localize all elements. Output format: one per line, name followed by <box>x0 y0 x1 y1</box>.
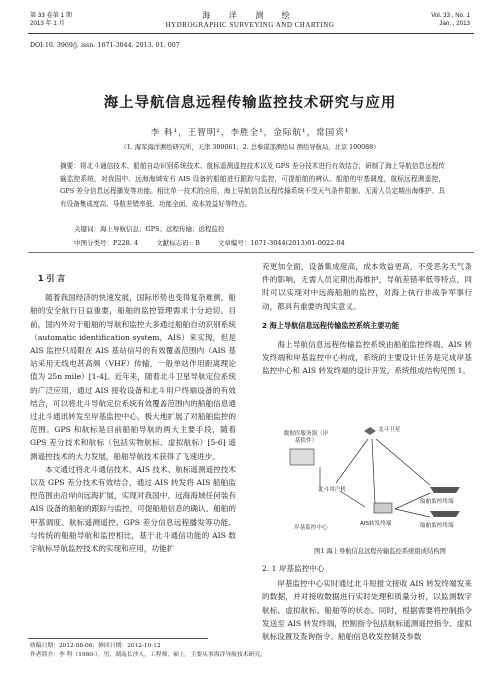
date-cn: 2013 年 1 月 <box>30 20 65 27</box>
ship-terminal-label-2: 船舶监控终端 <box>420 523 454 529</box>
server-icon <box>290 449 314 465</box>
article-number: 文章编号：1671-3044(2013)01-0022-04 <box>217 239 345 247</box>
section-2-1-paragraph: 岸基监控中心实时通过北斗短报文接收 AIS 转发终端发来的数据，并对接收数据进行实时处理和质量分析，以监测数字航标，虚拟航标、船舶等的状态。同时，根据需要将控制指令发送至 AIS 转发终端，控制指令包括航标遥测遥控指令、虚拟航标设置及查询指令、船舶信息收发控制及参数 <box>262 579 472 642</box>
satellite-icon <box>364 427 376 435</box>
section-1-heading: 1 引 言 <box>38 274 66 283</box>
abstract-rule <box>28 252 474 253</box>
paper-title: 海上导航信息远程传输监控技术研究与应用 <box>103 95 397 111</box>
figure-1-diagram <box>280 425 480 545</box>
satellite-label: 北斗卫星 <box>378 427 401 433</box>
header-rule <box>28 33 474 34</box>
ship-icon-2 <box>430 511 460 517</box>
section-2-1-heading: 2. 1 岸基监控中心 <box>262 564 325 573</box>
classification-line <box>74 238 434 247</box>
section-2-1 <box>262 562 472 643</box>
received-date: 收稿日期：2012-08-06；修回日期：2012-10-12 <box>30 643 161 649</box>
affiliation: （1. 海军海洋测绘研究所，天津 300061；2. 总参谋部测绘局 测绘导航局，北京 100088） <box>120 144 380 151</box>
section-2-heading: 2 海上导航信息远程传输监控系统主要功能 <box>262 320 399 330</box>
ship-terminal-label: 船舶监控终端 <box>420 499 454 505</box>
journal-cn: 海 洋 测 绘 <box>202 11 298 20</box>
right-column-continuation: 充更加全面，设备集成度高，成本效益更高，不受恶劣天气条件的影响，无需人员定期出海维护，导航差错率低等特点，同时可以实现对中远海船舶的监控，对海上执行非战争军事行动，都具有重要的现实意义。 <box>262 262 472 311</box>
doi: DOI:10. 3969/j. issn. 1671-3044. 2013. 01. 007 <box>30 42 180 49</box>
ais-forward-label: AIS转发终端 <box>360 521 392 527</box>
header-right <box>431 12 470 28</box>
figure-1-caption: 图1 海上导航信息远程传输监控系统组成结构图 <box>314 548 446 555</box>
date-en: Jan. , 2013 <box>439 20 470 27</box>
user-terminal-label: 北斗用户机 <box>318 487 346 493</box>
abstract: 摘要：将北斗通信技术、船舶自动识别系统技术、航标遥测遥控技术以及 GPS 差分技术进行有效结合，研制了海上导航信息远程传输监控系统，对我国中、远海海域安有 AIS 设备的船舶进行跟踪与监控，可提船舶的辨认、船舶的甲基调度，航标远程测遥控，GPS 差分信息远程播发等功能。相比单一技术的应用，海上导航信息远程传输系统不受天气条件限制、无需人员定期出海维护、具有设备集成度高、导航差错率低、功能全面、成本效益好等特点。 <box>60 162 445 208</box>
volume-en: Vol. 33 , No. 1 <box>431 12 470 19</box>
clc-number: 中图分类号：P228. 4 <box>74 239 139 247</box>
ship-icon <box>430 487 460 493</box>
header-center <box>0 10 500 29</box>
keywords: 关键词：海上导航信息；GPS；远程传输；远程监控 <box>74 225 225 233</box>
server-label: 数据库服务器（岸基软件） <box>283 431 329 444</box>
section-1-paragraph-1: 随着我国经济的快速发展，国际形势也变得复杂难测，船舶的安全航行日益重要，船舶的监控管理需求十分迫切。目前，国内外对于船舶的导航和监控大多通过船舶自动识别系统（automatic identification system，AIS）来实现，但是 AIS 监控只局限在 AIS 基站信号的有效覆盖范围内（AIS 基站采用无线电甚高频（VHF）传输，一般单站作用距离理论值为 25n mile）[1-4]。近年来，随着北斗卫星导航定位系统的广泛应用，通过 AIS 接收设备和北斗用户终端设备的有效结合，可以将北斗导航定位系统有效覆盖范围内的船舶信息通过北斗通讯转发至岸基监控中心，极大地扩展了对船舶监控的范围。GPS 和航标是目前船舶导航的两大主要手段，随着 GPS 差分技术和航标（包括实物航标、虚拟航标）[5-6] 遥测遥控技术的大力发展，船舶导航技术获得了飞速进步。 <box>30 293 236 461</box>
left-column <box>30 272 236 555</box>
author-list: 李 科¹，王智明²，李胜全¹，金际航¹，常国宾¹ <box>150 128 350 138</box>
ais-terminal-icon <box>374 503 392 513</box>
footnote-rule <box>28 638 208 639</box>
footnote <box>30 642 266 659</box>
right-column <box>262 260 472 378</box>
section-2-paragraph: 海上导航信息远程传输监控系统由船舶监控终端、AIS 转发终端和岸基监控中心构成，系统的主要设计任务是完成岸基监控中心和 AIS 转发终端的设计开发，系统组成结构见图 1。 <box>262 340 472 376</box>
journal-en: HYDROGRAPHIC SURVEYING AND CHARTING <box>165 21 335 29</box>
shore-center-label: 岸基监控中心 <box>294 525 328 531</box>
section-1-paragraph-2: 本文通过将北斗通信技术、AIS 技术、航标遥测遥控技术以及 GPS 差分技术有效结合，通过 AIS 转发将 AIS 船舶监控范围由沿岸向远海扩展，实现对我国中、远海海域任何装有 AIS 设备的船舶的跟踪与监控，可提船舶信息的确认、船舶的甲基调度、航标遥测遥控、GPS 差分信息远程播发等功能。与传统的船舶导航和监控相比，基于北斗通信功能的 AIS 数字航标导航监控技术的实现和应用，功能扩 <box>30 464 236 554</box>
author-bio: 作者简介：李 科（1980-），男，湖南长沙人，工程师，硕士，主要从事海洋导航技术研究。 <box>30 651 266 658</box>
volume-cn: 第 33 卷第 1 期 <box>30 12 72 19</box>
document-code: 文献标志码：B <box>156 239 200 247</box>
